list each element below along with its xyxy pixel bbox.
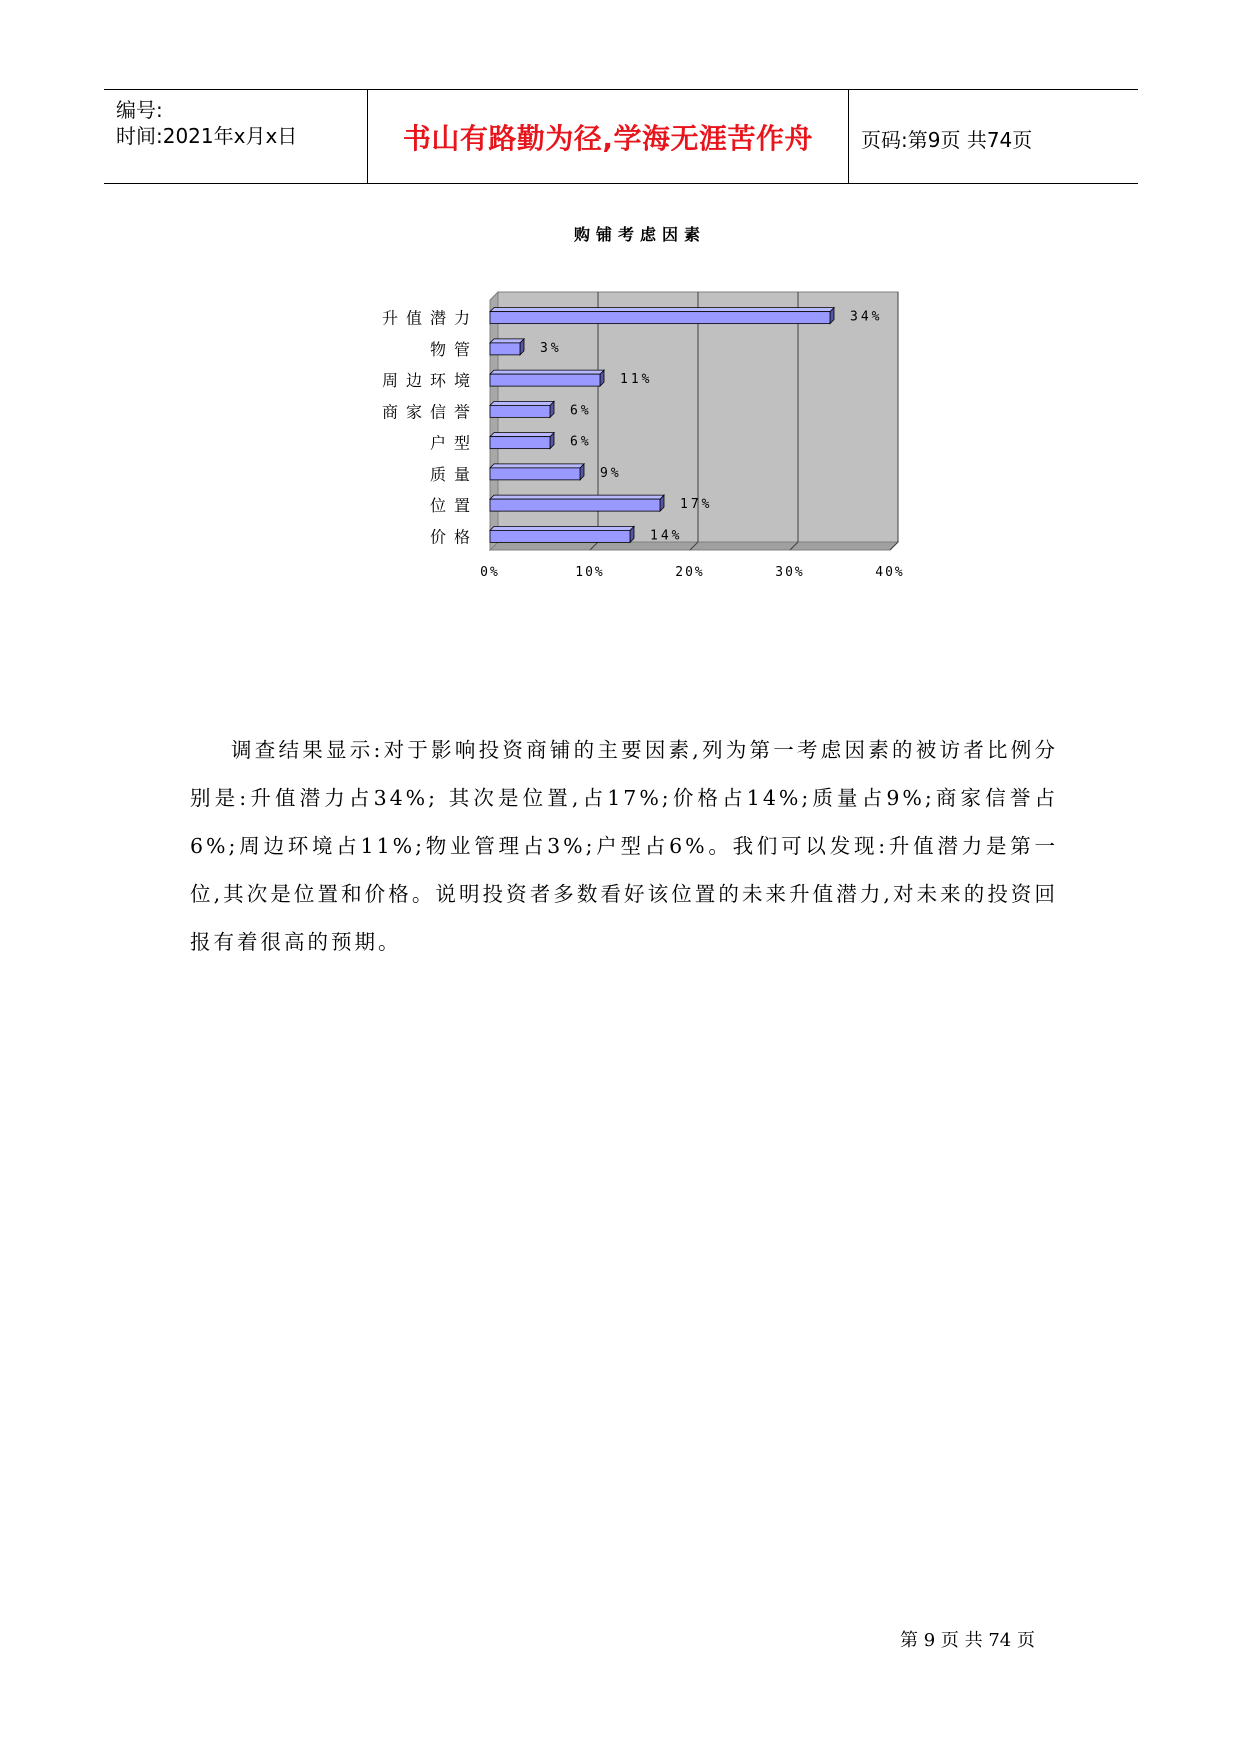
bar — [490, 312, 830, 324]
category-label: 质量 — [429, 464, 478, 484]
x-tick-label: 40% — [875, 565, 905, 580]
bar-top — [490, 308, 834, 312]
bar-top — [490, 495, 664, 499]
category-label: 物管 — [429, 339, 478, 359]
page-header — [104, 89, 1138, 184]
category-label: 升值潜力 — [381, 308, 478, 328]
document-number-label: 编号: — [116, 98, 163, 122]
category-label: 位置 — [429, 496, 478, 516]
chart-title: 购铺考虑因素 — [573, 225, 707, 244]
data-label: 17% — [680, 497, 713, 513]
x-tick-label: 30% — [775, 565, 805, 580]
bar-top — [490, 339, 524, 343]
header-motto-cell — [368, 90, 849, 183]
factor-bar-chart — [350, 220, 930, 600]
bar — [490, 405, 550, 417]
bar — [490, 499, 660, 511]
data-label: 6% — [570, 434, 592, 450]
bar — [490, 437, 550, 449]
category-label: 户型 — [429, 433, 478, 453]
page-footer: 第 9 页 共 74 页 — [900, 1630, 1035, 1651]
data-label: 9% — [600, 465, 622, 481]
bar-top — [490, 433, 554, 437]
bar-top — [490, 464, 584, 468]
x-tick-label: 10% — [575, 565, 605, 580]
factor-chart — [350, 220, 930, 600]
category-label: 商家信誉 — [381, 402, 478, 422]
bar-top — [490, 370, 604, 374]
document-date: 时间:2021年x月x日 — [116, 124, 298, 148]
data-label: 14% — [650, 528, 683, 544]
header-page-code: 页码:第9页 共74页 — [861, 128, 1033, 152]
bar-top — [490, 401, 554, 405]
data-label: 34% — [850, 309, 883, 325]
x-tick-label: 0% — [480, 565, 500, 580]
bar — [490, 468, 580, 480]
data-label: 6% — [570, 403, 592, 419]
header-motto: 书山有路勤为径,学海无涯苦作舟 — [402, 122, 814, 155]
header-left-cell — [104, 90, 368, 183]
bar-top — [490, 526, 634, 530]
category-label: 价格 — [429, 527, 478, 547]
x-tick-label: 20% — [675, 565, 705, 580]
bar — [490, 374, 600, 386]
category-label: 周边环境 — [381, 371, 478, 391]
data-label: 11% — [620, 372, 653, 388]
survey-text: 调查结果显示:对于影响投资商铺的主要因素,列为第一考虑因素的被访者比例分别是:升值潜力占34%; 其次是位置,占17%;价格占14%;质量占9%;商家信誉占6%;周边环境占11%;物业管理占3%;户型占6%。我们可以发现:升值潜力是第一位,其次是位置和价格。说明投资者多数看好该位置的未来升值潜力,对未来的投资回报有着很高的预期。 — [190, 738, 1058, 954]
bar — [490, 343, 520, 355]
bar — [490, 530, 630, 542]
data-label: 3% — [540, 340, 562, 356]
survey-paragraph — [190, 726, 1058, 966]
header-page-cell — [849, 90, 1138, 183]
